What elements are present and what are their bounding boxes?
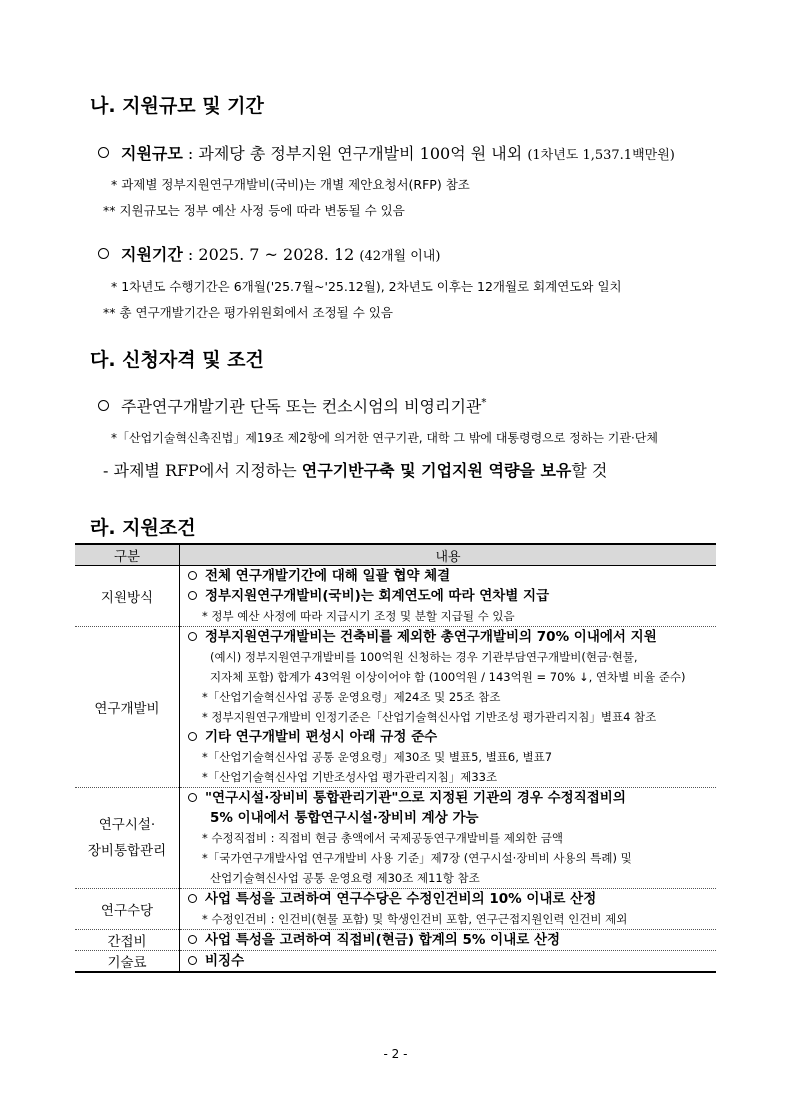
circle-bullet-icon <box>188 632 197 641</box>
table-row <box>75 566 716 627</box>
section-title-ra: 라. 지원조건 <box>90 517 196 539</box>
support-period-item <box>98 242 440 265</box>
rd-cost-main-2: 기타 연구개발비 편성시 아래 규정 준수 <box>188 727 716 747</box>
circle-bullet-icon <box>188 571 197 580</box>
support-scale-note-1: * 과제별 정부지원연구개발비(국비)는 개별 제안요청서(RFP) 참조 <box>111 177 470 192</box>
indirect-main-1: 사업 특성을 고려하여 직접비(현금) 합계의 5% 이내로 산정 <box>188 930 716 950</box>
support-method-note: * 정부 예산 사정에 따라 지급시기 조정 및 분할 지급될 수 있음 <box>202 609 515 623</box>
row-label-equipment: 연구시설· 장비통합관리 <box>75 788 180 889</box>
circle-bullet-icon <box>188 894 197 903</box>
row-label-research-allowance: 연구수당 <box>75 889 180 930</box>
eligibility-item-1 <box>98 394 486 417</box>
eligibility-item-2-post: 할 것 <box>571 461 608 480</box>
table-row <box>75 788 716 889</box>
support-period-paren: (42개월 이내) <box>359 249 441 264</box>
circle-bullet-icon <box>188 732 197 741</box>
circle-bullet-icon <box>188 591 197 600</box>
table-row <box>75 951 716 973</box>
header-category: 구분 <box>75 544 180 566</box>
equipment-note-2b: 산업기술혁신사업 공통 운영요령 제30조 제11항 참조 <box>210 871 480 885</box>
support-scale-note-2: ** 지원규모는 정부 예산 사정 등에 따라 변동될 수 있음 <box>103 203 405 218</box>
row-label-rd-cost: 연구개발비 <box>75 627 180 788</box>
eligibility-note: *「산업기술혁신촉진법」제19조 제2항에 의거한 연구기관, 대학 그 밖에 대통령령으로 정하는 기관·단체 <box>111 431 658 445</box>
circle-bullet-icon <box>98 248 109 259</box>
section-title-na: 나. 지원규모 및 기간 <box>90 95 264 117</box>
support-period-label: 지원기간 <box>121 245 183 264</box>
rd-cost-note-4: *「산업기술혁신사업 기반조성사업 평가관리지침」제33조 <box>202 770 498 784</box>
equipment-main-1b: 5% 이내에서 통합연구시설·장비비 계상 가능 <box>210 810 479 826</box>
rd-cost-note-3: *「산업기술혁신사업 공통 운영요령」제30조 및 별표5, 별표6, 별표7 <box>202 750 553 764</box>
rd-cost-note-1: *「산업기술혁신사업 공통 운영요령」제24조 및 25조 참조 <box>202 690 501 704</box>
eligibility-item-2 <box>103 458 607 481</box>
support-period-note-1: * 1차년도 수행기간은 6개월('25.7월~'25.12월), 2차년도 이후는 12개월로 회계연도와 일치 <box>111 279 622 294</box>
section-title-da: 다. 신청자격 및 조건 <box>90 349 264 371</box>
support-scale-paren: (1차년도 1,537.1백만원) <box>527 148 675 163</box>
rd-cost-main-1: 정부지원연구개발비는 건축비를 제외한 총연구개발비의 70% 이내에서 지원 <box>188 627 716 647</box>
table-row <box>75 930 716 951</box>
support-method-line-1: 전체 연구개발기간에 대해 일괄 협약 체결 <box>188 566 716 586</box>
circle-bullet-icon <box>188 793 197 802</box>
header-content: 내용 <box>180 544 717 566</box>
support-scale-text: : 과제당 총 정부지원 연구개발비 100억 원 내외 <box>187 144 523 163</box>
circle-bullet-icon <box>98 400 109 411</box>
support-method-line-2: 정부지원연구개발비(국비)는 회계연도에 따라 연차별 지급 <box>188 586 716 606</box>
support-period-note-2: ** 총 연구개발기간은 평가위원회에서 조정될 수 있음 <box>103 305 393 320</box>
row-label-tech-fee: 기술료 <box>75 951 180 973</box>
rd-cost-example-2: 지자체 포함) 합계가 43억원 이상이어야 함 (100억원 / 143억원 = 70% ↓, 연차별 비율 준수) <box>210 670 686 684</box>
circle-bullet-icon <box>188 956 197 965</box>
rd-cost-example-1: (예시) 정부지원연구개발비를 100억원 신청하는 경우 기관부담연구개발비(현금·현물, <box>210 650 638 664</box>
row-label-indirect-cost: 간접비 <box>75 930 180 951</box>
equipment-note-1: * 수정직접비 : 직접비 현금 총액에서 국제공동연구개발비를 제외한 금액 <box>202 831 564 845</box>
tech-fee-main-1: 비징수 <box>188 951 716 971</box>
page-number: - 2 - <box>383 1047 408 1061</box>
equipment-note-2: *「국가연구개발사업 연구개발비 사용 기준」제7장 (연구시설·장비비 사용의 특례) 및 <box>202 851 632 865</box>
support-conditions-table <box>75 543 716 973</box>
table-header-row <box>75 544 716 566</box>
allowance-main-1: 사업 특성을 고려하여 연구수당은 수정인건비의 10% 이내로 산정 <box>188 889 716 909</box>
allowance-note-1: * 수정인건비 : 인건비(현물 포함) 및 학생인건비 포함, 연구근접지원인력 인건비 제외 <box>202 912 628 926</box>
support-scale-item <box>98 141 675 164</box>
support-scale-label: 지원규모 <box>121 144 183 163</box>
eligibility-text: 주관연구개발기관 단독 또는 컨소시엄의 비영리기관 <box>121 397 482 416</box>
equipment-main-1: "연구시설·장비비 통합관리기관"으로 지정된 기관의 경우 수정직접비의 <box>188 788 716 808</box>
row-label-support-method: 지원방식 <box>75 566 180 627</box>
rd-cost-note-2: * 정부지원연구개발비 인정기준은「산업기술혁신사업 기반조성 평가관리지침」별표4 참조 <box>202 710 657 724</box>
table-row <box>75 627 716 788</box>
circle-bullet-icon <box>188 935 197 944</box>
eligibility-item-2-pre: - 과제별 RFP에서 지정하는 <box>103 461 297 480</box>
table-row <box>75 889 716 930</box>
eligibility-item-2-bold: 연구기반구축 및 기업지원 역량을 보유 <box>301 461 572 480</box>
support-period-text: : 2025. 7 ~ 2028. 12 <box>187 245 355 264</box>
eligibility-sup: * <box>481 397 487 409</box>
circle-bullet-icon <box>98 147 109 158</box>
